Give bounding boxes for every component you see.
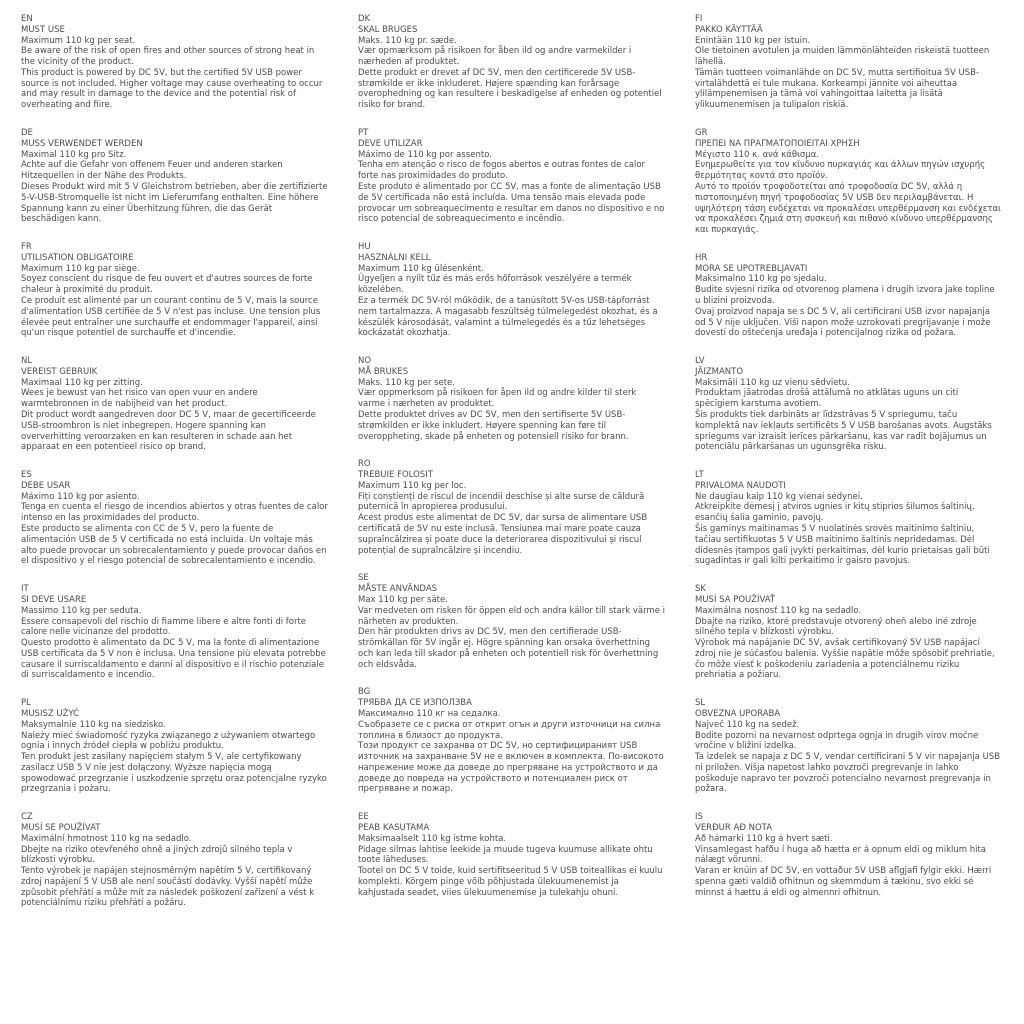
language-section: [21, 14, 328, 111]
section-paragraph: Ügyeljen a nyílt tűz és más erős hőforrások veszélyére a termék közelében.: [358, 274, 632, 296]
section-paragraph: Ovaj proizvod napaja se s DC 5 V, ali certificirani USB izvor napajanja od 5 V nije uključen. Viši napon može uzrokovati pregrijavanje i može dovesti do oštećenja uređaja i potencijalnog rizika od požara.: [695, 306, 991, 339]
language-section: [21, 812, 328, 909]
section-paragraph: Šis gaminys maitinamas 5 V nuolatinės srovės maitinimo šaltiniu, tačiau sertifikuotas 5 V USB maitinimo šaltinis nepridedamas. Dėl didesnės įtampos gali įvykti perkaitimas, dėl kurio prietaisas gali būti sugadintas ir gali kilti perkaitimo ir gaisro pavojus.: [695, 524, 990, 567]
language-code: HR: [695, 252, 708, 263]
language-section: [695, 470, 1002, 567]
language-section: [21, 470, 328, 567]
language-code: ES: [21, 470, 32, 481]
section-title: PAKKO KÄYTTÄÄ: [695, 24, 763, 35]
section-paragraph: Achte auf die Gefahr von offenem Feuer und anderen starken Hitzequellen in der Nähe des Produkts.: [21, 160, 283, 182]
language-code: IT: [21, 584, 29, 595]
section-paragraph: Tootel on DC 5 V toide, kuid sertifitseeritud 5 V USB toiteallikas ei kuulu komplekti. Kõrgem pinge võib põhjustada ülekuumenemist ja kahjustada seadet, viies ülekuumenemise ja tulekahju ohuni.: [358, 866, 663, 898]
section-paragraph: Αυτό το προϊόν τροφοδοτείται από τροφοδοσία DC 5V, αλλά η πιστοποιημένη πηγή τροφοδοσίας 5V USB δεν περιλαμβάνεται. Η υψηλότερη τάση ενδέχεται να προκαλέσει υπερθέρμανση και ενδέχεται να προκαλέσει ζημιά στη συσκευή και πιθανό κίνδυνο υπερθέρμανσης και πυρκαγιάς.: [695, 181, 1001, 236]
column-3: [695, 14, 1002, 1014]
section-paragraph: Questo prodotto è alimentato da DC 5 V, ma la fonte di alimentazione USB certificata da 5 V non è inclusa. Una tensione più elevata potrebbe causare il surriscaldamento e danni al dispositivo e il rischio potenziale di surriscaldamento e incendio.: [21, 638, 326, 681]
language-section: [21, 584, 328, 681]
language-code: EN: [21, 14, 33, 24]
section-paragraph: Tento výrobek je napájen stejnosměrným napětím 5 V, certifikovaný zdroj napájení 5 V USB ale není součástí dodávky. Vyšší napětí může způsobit přehřátí a může mít za následek poškození zařízení a vést k potenciálnímu riziku přehřátí a požáru.: [21, 866, 315, 909]
language-section: [695, 584, 1002, 681]
language-section: [695, 14, 1002, 111]
section-title: MÅSTE ANVÄNDAS: [358, 584, 438, 595]
section-paragraph: Produktam jāatrodas drošā attālumā no atklātas uguns un citi spēcīgiem karstuma avotiem.: [695, 388, 959, 410]
language-code: NL: [21, 356, 33, 367]
section-paragraph: Ce produit est alimenté par un courant continu de 5 V, mais la source d'alimentation USB certifiée de 5 V n'est pas incluse. Une tension plus élevée peut entraîner une surchauffe et endommager l'appareil, ainsi qu'un risque potentiel de surchauffe et d'incendie.: [21, 295, 321, 339]
section-title: PEAB KASUTAMA: [358, 823, 430, 833]
section-paragraph: Este producto se alimenta con CC de 5 V, pero la fuente de alimentación USB de 5 V certificada no está incluida. Un voltaje más alto puede provocar un sobrecalentamiento y puede provocar daños en el dispositivo y el riesgo potencial de sobrecalentamiento e incendio.: [21, 524, 327, 567]
section-paragraph: Ta izdelek se napaja z DC 5 V, vendar certificirani 5 V vir napajanja USB ni priložen. Višja napetost lahko povzroči pregrevanje in lahko poškoduje napravo ter povzroči potencialno nevarnost pregrevanja in požara.: [695, 752, 1001, 795]
section-paragraph: Ole tietoinen avotulen ja muiden lämmönlähteiden riskeistä tuotteen lähellä.: [695, 46, 990, 68]
language-code: RO: [358, 459, 371, 470]
section-paragraph: Atkreipkite dėmesį į atviros ugnies ir kitų stiprios šilumos šaltinių, esančių šalia gaminio, pavojų.: [695, 502, 975, 524]
section-paragraph: Að hámarki 110 kg á hvert sæti.: [695, 833, 833, 844]
section-paragraph: Maksimāli 110 kg uz vienu sēdvietu.: [695, 377, 850, 388]
language-section: [21, 698, 328, 795]
section-paragraph: Vær opmærksom på risikoen for åben ild og andre varmekilder i nærheden af produktet.: [358, 46, 632, 68]
section-title: PRIVALOMA NAUDOTI: [695, 480, 786, 491]
section-paragraph: Wees je bewust van het risico van open vuur en andere warmtebronnen in de nabijheid van het product.: [21, 388, 258, 410]
section-paragraph: Ενημερωθείτε για τον κίνδυνο πυρκαγιάς και άλλων πηγών ισχυρής θερμότητας κοντά στο προϊόν.: [695, 160, 986, 182]
section-paragraph: Maximal 110 kg pro Sitz.: [21, 149, 127, 160]
section-paragraph: Enintään 110 kg per istuin.: [695, 35, 811, 46]
section-paragraph: Max 110 kg per säte.: [358, 594, 448, 605]
section-paragraph: Ten produkt jest zasilany napięciem stałym 5 V, ale certyfikowany zasilacz USB 5 V nie jest dołączony. Wyższe napięcia mogą spowodować przegrzanie i uszkodzenie sprzętu oraz potencjalne ryzyko przegrzania i pożaru.: [21, 752, 327, 795]
language-section: [21, 242, 328, 339]
language-code: CZ: [21, 812, 33, 823]
section-paragraph: Tenha em atenção o risco de fogos abertos e outras fontes de calor forte nas proximidades do produto.: [358, 160, 646, 182]
language-section: [358, 242, 665, 339]
language-code: EE: [358, 812, 369, 823]
language-code: DK: [358, 14, 371, 24]
section-title: MUSÍ SE POUŽÍVAT: [21, 823, 101, 833]
section-title: ТРЯБВА ДА СЕ ИЗПОЛЗВА: [358, 698, 472, 709]
section-title: SI DEVE USARE: [21, 594, 87, 605]
language-code: LT: [695, 470, 704, 481]
section-title: JĀIZMANTO: [695, 366, 744, 377]
section-title: MUSISZ UŻYĆ: [21, 708, 80, 719]
language-code: FR: [21, 242, 32, 253]
section-paragraph: Tämän tuotteen voimanlähde on DC 5V, mutta sertifioitua 5V USB-virtalähdettä ei tule mukana. Korkeampi jännite voi aiheuttaa ylilämpenemisen ja tämä voi vahingoittaa laitetta ja lisätä ylikuumenemisen ja tulipalon riskiä.: [695, 67, 980, 111]
section-paragraph: Pidage silmas lahtise leekide ja muude tugeva kuumuse allikate ohtu toote läheduses.: [358, 844, 653, 866]
section-paragraph: Ne daugiau kaip 110 kg vienai sėdynei.: [695, 491, 863, 502]
section-paragraph: Šis produkts tiek darbināts ar līdzstrāvas 5 V spriegumu, taču komplektā nav iekļauts sertificēts 5 V USB barošanas avots. Augstāks spriegums var izraisīt ierīces pārkaršanu, kas var radīt bojājumus un potenciālu pārkaršanas un ugunsgrēka risku.: [695, 410, 992, 453]
section-title: MUSS VERWENDET WERDEN: [21, 138, 143, 149]
section-paragraph: Be aware of the risk of open fires and other sources of strong heat in the vicinity of the product.: [21, 46, 315, 68]
section-paragraph: Fiți conștienți de riscul de incendii deschise și alte surse de căldură puternică în apropierea produsului.: [358, 491, 645, 513]
section-paragraph: Var medveten om risken för öppen eld och andra källor till stark värme i närheten av produkten.: [358, 605, 665, 627]
section-title: MUSÍ SA POUŽÍVAŤ: [695, 594, 776, 605]
section-title: VERÐUR AÐ NOTA: [695, 823, 773, 833]
language-section: [21, 128, 328, 225]
language-section: [358, 356, 665, 442]
section-paragraph: Vær oppmerksom på risikoen for åpen ild og andre kilder til sterk varme i nærheten av produktet.: [358, 388, 637, 410]
section-paragraph: Tenga en cuenta el riesgo de incendios abiertos y otras fuentes de calor intenso en las proximidades del producto.: [21, 502, 328, 524]
section-paragraph: Dieses Produkt wird mit 5 V Gleichstrom betrieben, aber die zertifizierte 5-V-USB-Stromquelle ist nicht im Lieferumfang enthalten. Eine höhere Spannung kann zu einer Überhitzung führen, die das Gerät beschädigen kann.: [21, 181, 328, 225]
language-section: [21, 356, 328, 453]
language-code: FI: [695, 14, 703, 24]
column-2: [358, 14, 665, 1014]
section-title: ΠΡΕΠΕΙ ΝΑ ΠΡΑΓΜΑΤΟΠΟΙΕΙΤΑΙ ΧΡΗΣΗ: [695, 138, 860, 149]
language-code: SK: [695, 584, 706, 595]
section-paragraph: Максимално 110 кг на седалка.: [358, 708, 501, 719]
section-paragraph: Maximum 110 kg per loc.: [358, 480, 467, 491]
section-paragraph: Dette produktet drives av DC 5V, men den sertifiserte 5V USB-strømkilden er ikke inkludert. Høyere spenning kan føre til overoppheting, skade på enheten og potensiell risiko for brann.: [358, 410, 629, 442]
section-paragraph: Budite svjesni rizika od otvorenog plamena i drugih izvora jake topline u blizini proizvoda.: [695, 285, 995, 306]
section-paragraph: Dbejte na riziko otevřeného ohně a jiných zdrojů silného tepla v blízkosti výrobku.: [21, 844, 293, 866]
section-paragraph: Massimo 110 kg per seduta.: [21, 605, 142, 616]
language-code: PL: [21, 698, 31, 709]
section-paragraph: Maximum 110 kg per seat.: [21, 35, 136, 46]
section-title: TREBUIE FOLOSIT: [358, 470, 433, 481]
section-paragraph: Ez a termék DC 5V-ról működik, de a tanúsított 5V-os USB-tápforrást nem tartalmazza. A magasabb feszültség túlmelegedést okozhat, és a készülék károsodását, valamint a túlmelegedés és a tűz lehetséges kockázatát okozhatja.: [358, 295, 658, 339]
section-title: DEBE USAR: [21, 480, 71, 491]
section-paragraph: Den här produkten drivs av DC 5V, men den certifierade USB-strömkällan för 5V ingår ej. Högre spänning kan orsaka överhettning och kan leda till skador på enheten och potentiell risk för överhettning och eldsvåda.: [358, 627, 659, 670]
language-code: LV: [695, 356, 705, 367]
section-title: VEREIST GEBRUIK: [21, 366, 98, 377]
section-paragraph: Varan er knúin af DC 5V, en vottaður 5V USB aflgjafi fylgir ekki. Hærri spenna gæti valdið ofhitnun og skemmdum á tækinu, svo ekki sé minnst á hættu á eldi og almennri ofhitnun.: [695, 866, 992, 898]
language-section: [695, 812, 1002, 898]
section-paragraph: Maximum 110 kg ülésenként.: [358, 263, 484, 274]
language-code: IS: [695, 812, 703, 823]
language-section: [358, 14, 665, 111]
section-paragraph: Dbajte na riziko, ktoré predstavuje otvorený oheň alebo iné zdroje silného tepla v blízkosti výrobku.: [695, 616, 977, 638]
section-title: SKAL BRUGES: [358, 24, 418, 35]
section-title: HASZNÁLNI KELL: [358, 252, 431, 263]
language-code: SL: [695, 698, 706, 709]
section-paragraph: Máximo de 110 kg por assento.: [358, 149, 492, 160]
language-section: [358, 812, 665, 898]
section-paragraph: Največ 110 kg na sedež.: [695, 719, 800, 730]
section-paragraph: Maksymalnie 110 kg na siedzisko.: [21, 719, 166, 730]
section-paragraph: Maksimaalselt 110 kg istme kohta.: [358, 833, 507, 844]
section-paragraph: Výrobok má napájanie DC 5V, avšak certifikovaný 5V USB napájací zdroj nie je súčasťou balenia. Vyššie napätie môže spôsobiť prehriatie, čo môže viesť k poškodeniu zariadenia a potenciálnemu riziku prehriatia a požiaru.: [695, 638, 995, 681]
section-paragraph: Μέγιστο 110 κ. ανά κάθισμα.: [695, 149, 820, 160]
section-paragraph: Maximálna nosnosť 110 kg na sedadlo.: [695, 605, 862, 616]
section-paragraph: Dette produkt er drevet af DC 5V, men den certificerede 5V USB-strømkilde er ikke inkluderet. Højere spænding kan forårsage overophedning og kan resultere i beskadigelse af enheden og potentiel risiko for brand.: [358, 67, 662, 111]
language-code: GR: [695, 128, 708, 139]
language-section: [695, 253, 1002, 339]
section-paragraph: Този продукт се захранва от DC 5V, но сертифицираният USB източник на захранване 5V не е включен в комплекта. По-високото напрежение може да доведе до прегряване на устройството и да доведе до повреда на устройството и потенциален риск от прегряване и пожар.: [358, 741, 664, 795]
section-paragraph: Bodite pozorni na nevarnost odprtega ognja in drugih virov močne vročine v bližini izdelka.: [695, 730, 979, 752]
language-code: BG: [358, 687, 371, 698]
language-section: [695, 356, 1002, 453]
section-title: MÅ BRUKES: [358, 366, 409, 377]
section-paragraph: Essere consapevoli del rischio di fiamme libere e altre fonti di forte calore nelle vicinanze del prodotto.: [21, 616, 307, 638]
language-section: [358, 128, 665, 225]
language-section: [358, 687, 665, 795]
language-code: PT: [358, 128, 369, 139]
section-title: UTILISATION OBLIGATOIRE: [21, 252, 134, 263]
language-code: HU: [358, 242, 371, 253]
section-title: OBVEZNA UPORABA: [695, 708, 781, 719]
language-section: [695, 698, 1002, 795]
section-title: MUST USE: [21, 24, 65, 35]
language-section: [358, 573, 665, 670]
section-title: DEVE UTILIZAR: [358, 138, 423, 149]
section-paragraph: Należy mieć świadomość ryzyka związanego z używaniem otwartego ognia i innych źródeł ciepła w pobliżu produktu.: [21, 730, 316, 752]
language-code: NO: [358, 356, 372, 367]
section-paragraph: Este produto é alimentado por CC 5V, mas a fonte de alimentação USB de 5V certificada não está incluída. Uma tensão mais elevada pode provocar um sobreaquecimento e resultar em danos no dispositivo e no risco potencial de sobreaquecimento e incêndio.: [358, 181, 665, 225]
section-paragraph: Maksimalno 110 kg po sjedalu.: [695, 274, 827, 285]
section-paragraph: Dit product wordt aangedreven door DC 5 V, maar de gecertificeerde USB-stroombron is niet inbegrepen. Hogere spanning kan oververhitting veroorzaken en kan resulteren in schade aan het apparaat en een potentieel risico op brand.: [21, 410, 316, 453]
section-paragraph: Maks. 110 kg pr. sæde.: [358, 35, 457, 46]
language-code: DE: [21, 128, 33, 139]
section-paragraph: Máximo 110 kg por asiento.: [21, 491, 140, 502]
section-paragraph: Maximální hmotnost 110 kg na sedadlo.: [21, 833, 192, 844]
section-paragraph: Maks. 110 kg per sete.: [358, 377, 455, 388]
section-paragraph: Vinsamlegast hafðu í huga að hætta er á opnum eldi og miklum hita nálægt vörunni.: [695, 844, 987, 866]
section-paragraph: Maximum 110 kg par siège.: [21, 263, 140, 274]
section-paragraph: Съобразете се с риска от открит огън и други източници на силна топлина в близост до продукта.: [358, 719, 661, 741]
language-section: [695, 128, 1002, 236]
language-code: SE: [358, 573, 369, 584]
section-paragraph: Acest produs este alimentat de DC 5V, dar sursa de alimentare USB certificată de 5V nu este inclusă. Tensiunea mai mare poate cauza supraîncălzirea și poate duce la deteriorarea dispozitivului și riscul potențial de supraîncălzire și incendiu.: [358, 513, 648, 556]
section-title: MORA SE UPOTREBLJAVATI: [695, 263, 808, 274]
section-paragraph: Maximaal 110 kg per zitting.: [21, 377, 143, 388]
language-section: [358, 459, 665, 556]
section-paragraph: This product is powered by DC 5V, but the certified 5V USB power source is not included. Higher voltage may cause overheating to occur and may result in damage to the device and the potential risk of overheating and fiire.: [21, 67, 323, 111]
column-1: [21, 14, 328, 1014]
section-paragraph: Soyez conscient du risque de feu ouvert et d'autres sources de forte chaleur à proximité du produit.: [21, 274, 313, 296]
